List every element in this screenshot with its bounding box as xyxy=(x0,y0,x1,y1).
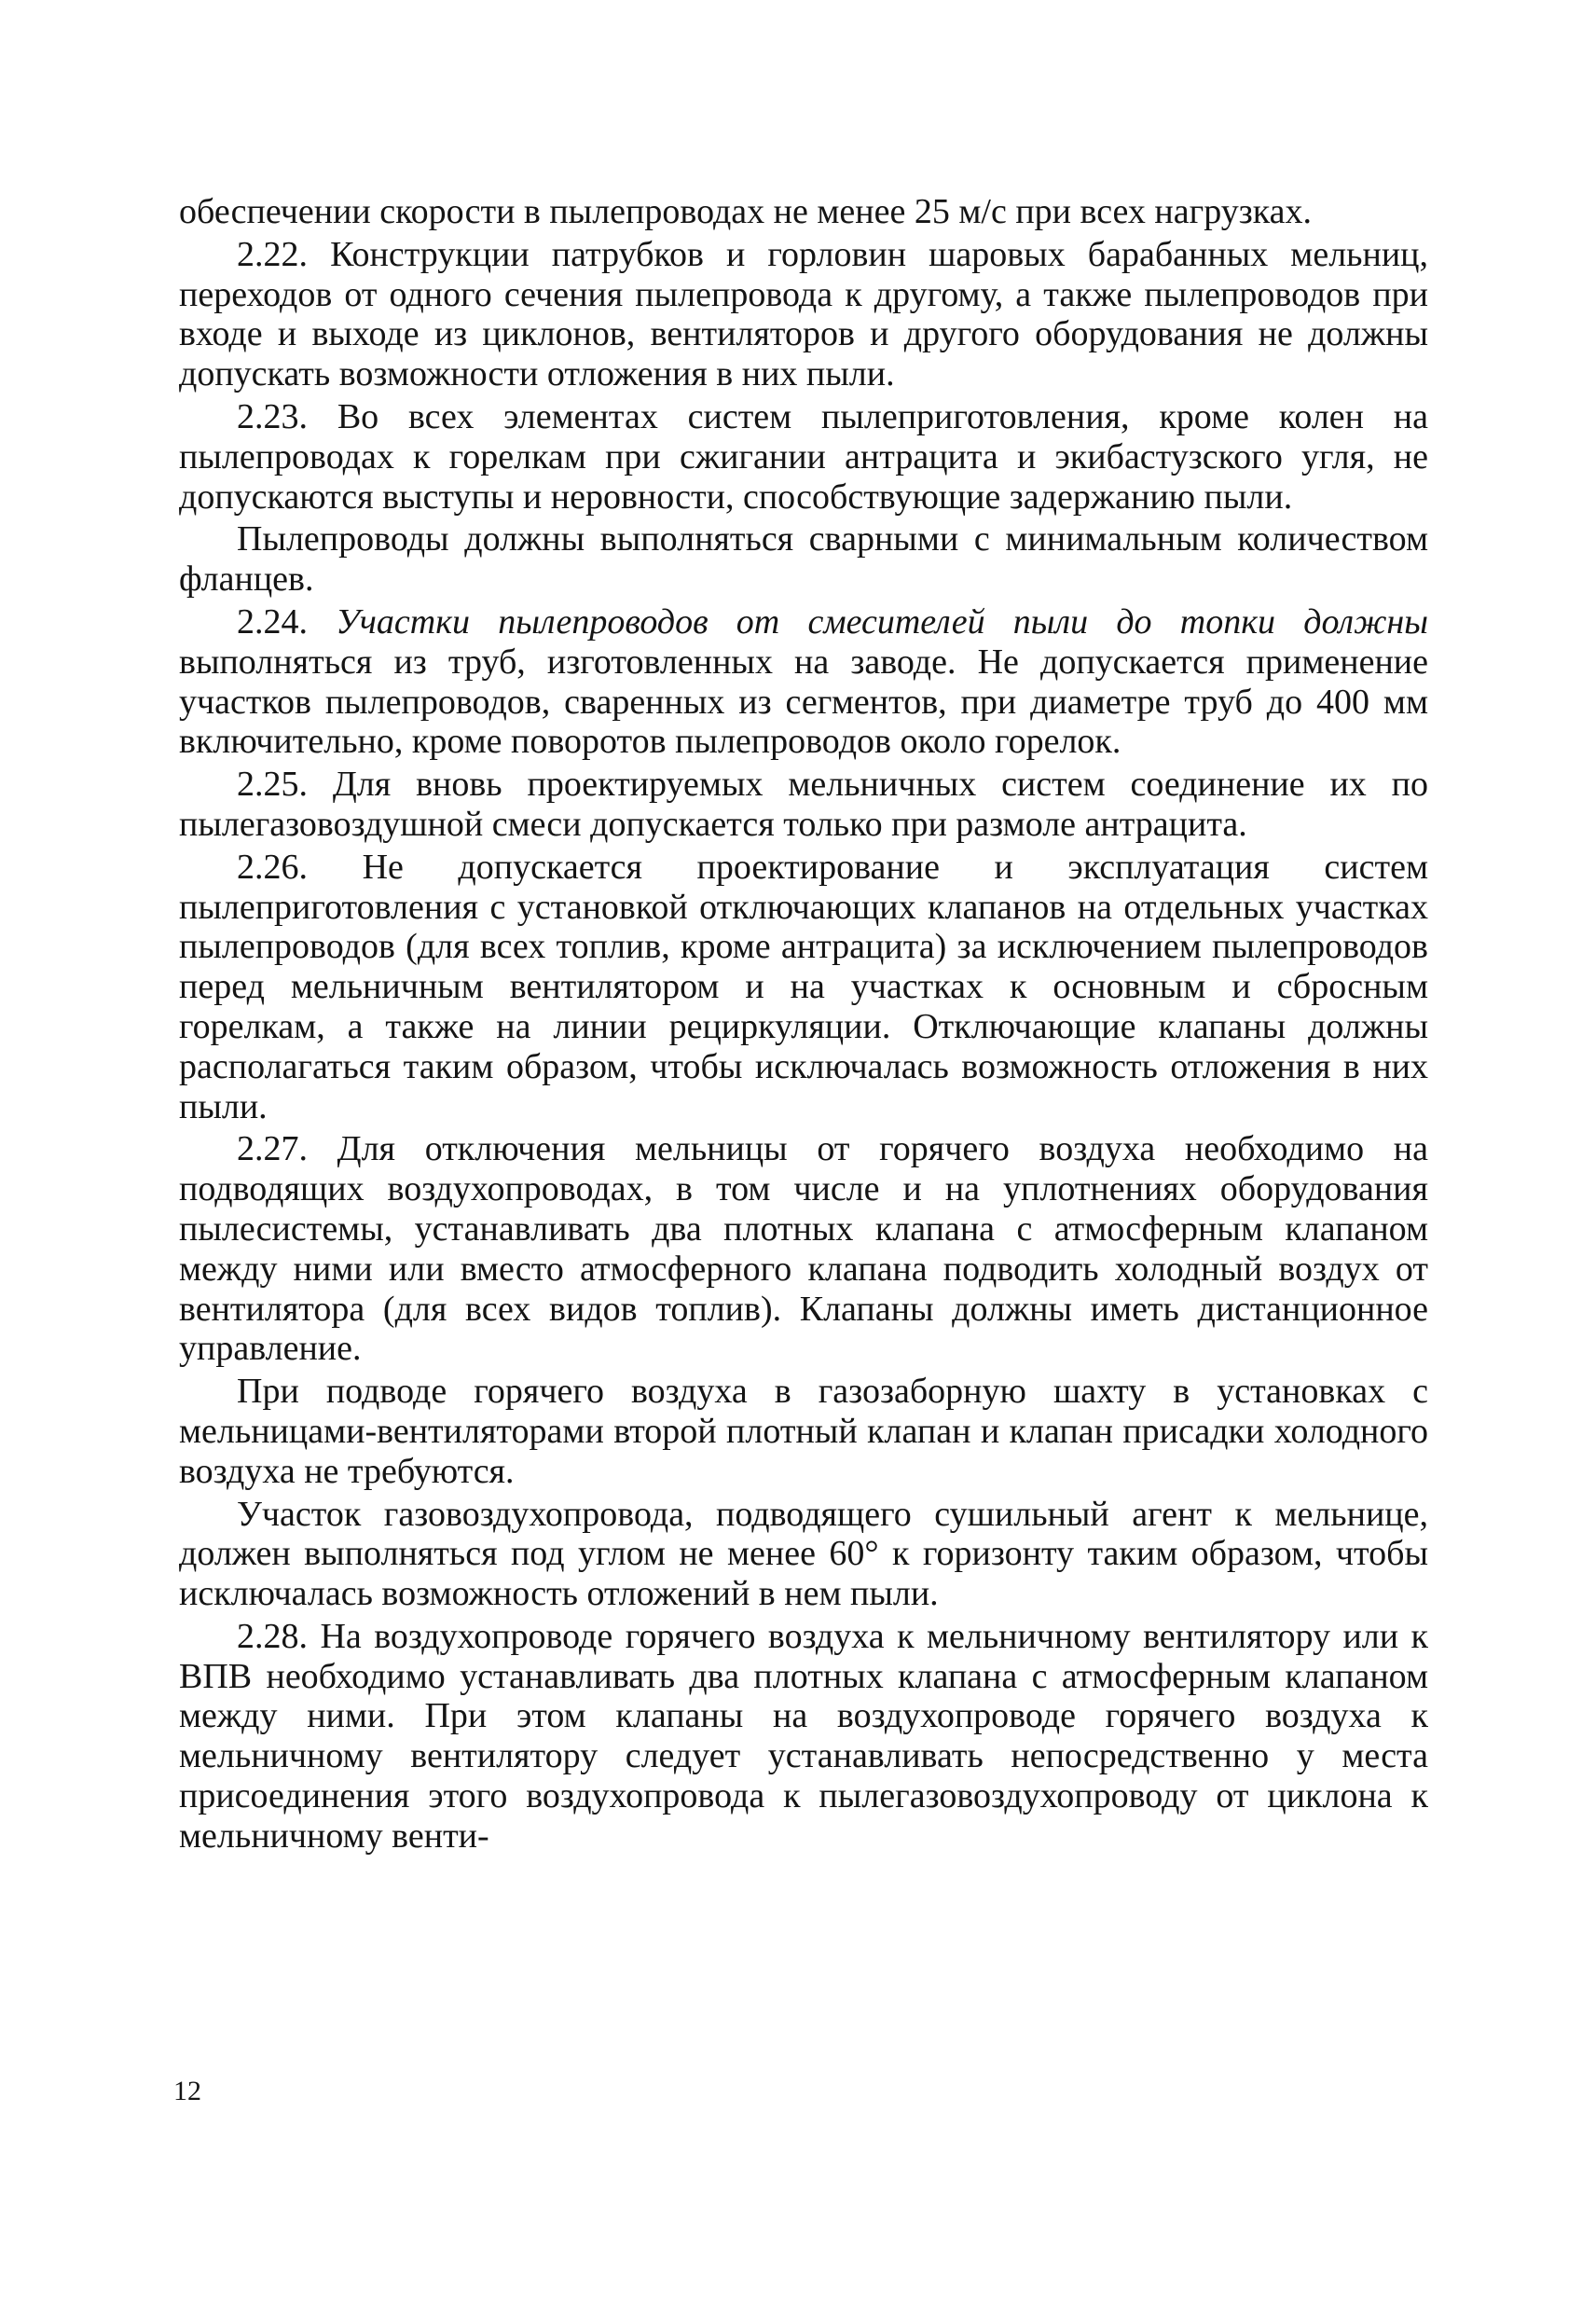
clause-number: 2.25. xyxy=(237,765,308,805)
paragraph-2-28 xyxy=(179,1617,1428,1857)
paragraph-text: На воздухопроводе горячего воздуха к мельничному вентилятору или к ВПВ необходимо устанавливать два плотных клапана с атмосферным клапаном между ними. При этом клапаны на воздухопроводе горячего воздуха к мельничному вентилятору следует устанавливать непосредственно у места присоединения этого воздухопровода к пылегазовоздухопроводу от циклона к мельничному венти- xyxy=(179,1616,1429,1856)
page-number: 12 xyxy=(173,2076,201,2106)
paragraph-2-27 xyxy=(179,1129,1428,1369)
paragraph-2-23 xyxy=(179,397,1428,517)
paragraph-2-24 xyxy=(179,602,1428,762)
clause-number: 2.28. xyxy=(237,1616,308,1656)
paragraph-text: Во всех элементах систем пылеприготовления, кроме колен на пылепроводах к горелкам при сжигании антрацита и экибастузского угля, не допускаются выступы и неровности, способствующие задержанию пыли. xyxy=(179,396,1429,517)
clause-number: 2.26. xyxy=(237,847,308,887)
paragraph-2-26 xyxy=(179,848,1428,1127)
paragraph-2-23-continuation xyxy=(179,519,1428,600)
clause-number: 2.23. xyxy=(237,396,308,436)
clause-number: 2.27. xyxy=(237,1129,308,1169)
paragraph-text: Для вновь проектируемых мельничных систем соединение их по пылегазовоздушной смеси допускается только при размоле антрацита. xyxy=(179,765,1428,844)
paragraph-2-27-continuation-1 xyxy=(179,1372,1428,1491)
paragraph-text: Пылепроводы должны выполняться сварными с минимальным количеством фланцев. xyxy=(179,519,1428,600)
paragraph-2-22 xyxy=(179,235,1428,394)
paragraph-continued xyxy=(179,192,1428,232)
paragraph-text: обеспечении скорости в пылепроводах не менее 25 м/с при всех нагрузках. xyxy=(179,192,1312,231)
paragraph-text: При подводе горячего воздуха в газозаборную шахту в установках с мельницами-вентиляторами второй плотный клапан и клапан присадки холодного воздуха не требуются. xyxy=(179,1372,1428,1491)
body-text xyxy=(179,192,1428,1859)
paragraph-text: Не допускается проектирование и эксплуатация систем пылеприготовления с установкой отключающих клапанов на отдельных участках пылепроводов (для всех топлив, кроме антрацита) за исключением пылепроводов перед мельничным вентилятором и на участках к основным и сбросным горелкам, а также на линии рециркуляции. Отключающие клапаны должны располагаться таким образом, чтобы исключалась возможность отложения в них пыли. xyxy=(179,847,1428,1126)
paragraph-2-25 xyxy=(179,765,1428,845)
paragraph-italic-text: Участки пылепроводов от смесителей пыли до топки должны xyxy=(336,601,1429,642)
clause-number: 2.24. xyxy=(237,601,308,642)
paragraph-text: Участок газовоздухопровода, подводящего сушильный агент к мельнице, должен выполняться под углом не менее 60° к горизонту таким образом, чтобы исключалась возможность отложений в нем пыли. xyxy=(179,1494,1428,1614)
paragraph-text: выполняться из труб, изготовленных на заводе. Не допускается применение участков пылепроводов, сваренных из сегментов, при диаметре труб до 400 мм включительно, кроме поворотов пылепроводов около горелок. xyxy=(179,642,1428,762)
paragraph-2-27-continuation-2 xyxy=(179,1495,1428,1614)
clause-number: 2.22. xyxy=(237,234,308,274)
paragraph-text: Конструкции патрубков и горловин шаровых барабанных мельниц, переходов от одного сечения пылепровода к другому, а также пылепроводов при входе и выходе из циклонов, вентиляторов и другого оборудования не должны допускать возможности отложения в них пыли. xyxy=(179,234,1428,394)
paragraph-text: Для отключения мельницы от горячего воздуха необходимо на подводящих воздухопроводах, в том числе и на уплотнениях оборудования пылесистемы, устанавливать два плотных клапана с атмосферным клапаном между ними или вместо атмосферного клапана подводить холодный воздух от вентилятора (для всех видов топлив). Клапаны должны иметь дистанционное управление. xyxy=(179,1129,1428,1369)
